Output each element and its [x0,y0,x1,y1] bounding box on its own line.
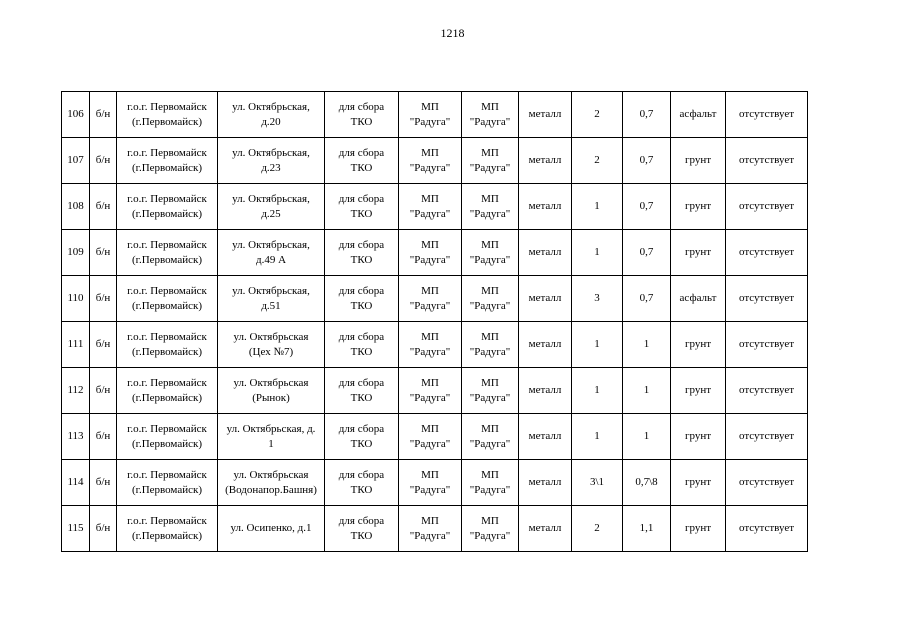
cell-material: металл [519,184,572,230]
cell-municipality [117,276,218,322]
cell-operator-line: МП [481,284,499,297]
cell-operator [462,460,519,506]
cell-purpose-line: для сбора [338,284,385,297]
cell-surface: грунт [671,414,726,460]
cell-owner-line: "Радуга" [409,483,451,496]
cell-municipality [117,138,218,184]
cell-operator [462,92,519,138]
cell-municipality-line: (г.Первомайск) [132,391,202,404]
cell-purpose-line: для сбора [338,100,385,113]
cell-address [218,322,325,368]
cell-operator-line: "Радуга" [469,207,511,220]
cell-municipality-line: (г.Первомайск) [132,253,202,266]
cell-fence: отсутствует [726,322,808,368]
cell-owner-line: МП [421,192,439,205]
cell-address-line: д.51 [261,299,281,312]
cell-address [218,138,325,184]
cell-operator-line: МП [481,146,499,159]
cell-count: 2 [572,138,623,184]
cell-material: металл [519,368,572,414]
cell-count: 3\1 [572,460,623,506]
cell-owner [399,368,462,414]
cell-municipality-line: (г.Первомайск) [132,299,202,312]
cell-municipality-line: (г.Первомайск) [132,529,202,542]
table-row [62,506,808,552]
cell-number: 111 [62,322,90,368]
cell-volume: 0,7 [623,230,671,276]
cell-surface: грунт [671,460,726,506]
table-row [62,460,808,506]
cell-number: 107 [62,138,90,184]
cell-fence: отсутствует [726,414,808,460]
cell-address-line: ул. Октябрьская, д. [226,422,316,435]
cell-bn: б/н [90,184,117,230]
cell-purpose-line: ТКО [350,391,373,404]
cell-material: металл [519,230,572,276]
cell-number: 109 [62,230,90,276]
cell-purpose [325,276,399,322]
cell-municipality-line: (г.Первомайск) [132,345,202,358]
cell-fence: отсутствует [726,92,808,138]
cell-volume: 1 [623,414,671,460]
cell-municipality [117,92,218,138]
cell-material: металл [519,460,572,506]
cell-purpose [325,460,399,506]
cell-purpose-line: для сбора [338,330,385,343]
cell-count: 2 [572,92,623,138]
table-body [62,92,808,552]
cell-bn: б/н [90,368,117,414]
cell-material: металл [519,92,572,138]
cell-municipality [117,506,218,552]
cell-operator [462,322,519,368]
cell-purpose [325,414,399,460]
cell-address [218,230,325,276]
cell-purpose [325,230,399,276]
cell-purpose [325,138,399,184]
cell-volume: 0,7 [623,276,671,322]
cell-material: металл [519,322,572,368]
cell-municipality-line: г.о.г. Первомайск [127,146,207,159]
cell-surface: грунт [671,184,726,230]
cell-owner [399,414,462,460]
cell-purpose [325,322,399,368]
cell-fence: отсутствует [726,230,808,276]
cell-operator-line: "Радуга" [469,529,511,542]
cell-purpose-line: ТКО [350,437,373,450]
cell-operator-line: "Радуга" [469,437,511,450]
cell-count: 1 [572,184,623,230]
cell-operator [462,414,519,460]
cell-purpose-line: ТКО [350,253,373,266]
cell-operator [462,506,519,552]
cell-purpose-line: для сбора [338,192,385,205]
cell-surface: грунт [671,368,726,414]
cell-number: 108 [62,184,90,230]
table-row [62,414,808,460]
cell-operator-line: МП [481,192,499,205]
cell-purpose-line: ТКО [350,207,373,220]
cell-surface: асфальт [671,276,726,322]
cell-bn: б/н [90,414,117,460]
cell-purpose [325,368,399,414]
cell-address-line: д.23 [261,161,281,174]
cell-owner-line: МП [421,468,439,481]
cell-count: 1 [572,322,623,368]
table-row [62,230,808,276]
cell-fence: отсутствует [726,460,808,506]
cell-operator-line: МП [481,330,499,343]
cell-municipality [117,230,218,276]
registry-table [61,91,808,552]
cell-owner [399,460,462,506]
cell-operator-line: "Радуга" [469,253,511,266]
cell-owner [399,506,462,552]
cell-purpose-line: ТКО [350,483,373,496]
cell-operator-line: "Радуга" [469,299,511,312]
cell-address [218,506,325,552]
cell-address-line: д.20 [261,115,281,128]
cell-owner-line: МП [421,376,439,389]
cell-bn: б/н [90,506,117,552]
cell-count: 3 [572,276,623,322]
cell-address [218,184,325,230]
cell-address-line: 1 [268,437,274,450]
cell-purpose [325,184,399,230]
cell-municipality-line: г.о.г. Первомайск [127,514,207,527]
cell-owner-line: МП [421,146,439,159]
cell-address-line: ул. Октябрьская [233,468,309,481]
cell-operator [462,368,519,414]
cell-fence: отсутствует [726,276,808,322]
cell-address-line: ул. Октябрьская, [232,192,310,205]
cell-fence: отсутствует [726,368,808,414]
cell-address [218,414,325,460]
cell-fence: отсутствует [726,506,808,552]
cell-operator-line: "Радуга" [469,115,511,128]
cell-owner-line: "Радуга" [409,345,451,358]
table-row [62,184,808,230]
cell-volume: 0,7 [623,92,671,138]
cell-purpose-line: для сбора [338,238,385,251]
cell-municipality [117,368,218,414]
cell-owner [399,138,462,184]
cell-owner-line: МП [421,284,439,297]
cell-operator [462,230,519,276]
cell-material: металл [519,138,572,184]
cell-operator-line: МП [481,100,499,113]
cell-material: металл [519,414,572,460]
cell-bn: б/н [90,138,117,184]
cell-municipality-line: г.о.г. Первомайск [127,192,207,205]
cell-address [218,460,325,506]
table-row [62,92,808,138]
cell-purpose-line: для сбора [338,514,385,527]
cell-municipality [117,184,218,230]
cell-surface: грунт [671,230,726,276]
cell-address [218,368,325,414]
cell-count: 1 [572,414,623,460]
cell-purpose-line: для сбора [338,146,385,159]
cell-address-line: (Водонапор.Башня) [225,483,317,496]
cell-bn: б/н [90,230,117,276]
cell-address-line: ул. Октябрьская [233,330,309,343]
cell-owner-line: "Радуга" [409,207,451,220]
cell-owner [399,92,462,138]
cell-operator [462,138,519,184]
cell-address [218,276,325,322]
cell-count: 2 [572,506,623,552]
cell-municipality-line: г.о.г. Первомайск [127,376,207,389]
cell-number: 112 [62,368,90,414]
cell-address-line: ул. Октябрьская, [232,238,310,251]
cell-owner-line: "Радуга" [409,391,451,404]
cell-municipality-line: (г.Первомайск) [132,207,202,220]
cell-owner [399,322,462,368]
cell-count: 1 [572,230,623,276]
cell-owner-line: МП [421,238,439,251]
cell-purpose-line: ТКО [350,161,373,174]
cell-municipality-line: г.о.г. Первомайск [127,238,207,251]
cell-number: 106 [62,92,90,138]
cell-owner-line: "Радуга" [409,161,451,174]
cell-owner [399,230,462,276]
cell-purpose-line: для сбора [338,468,385,481]
cell-count: 1 [572,368,623,414]
table-row [62,368,808,414]
cell-number: 115 [62,506,90,552]
cell-material: металл [519,276,572,322]
cell-operator-line: МП [481,422,499,435]
cell-material: металл [519,506,572,552]
cell-bn: б/н [90,322,117,368]
cell-fence: отсутствует [726,184,808,230]
cell-bn: б/н [90,276,117,322]
cell-owner [399,184,462,230]
cell-municipality-line: г.о.г. Первомайск [127,330,207,343]
cell-address-line: ул. Осипенко, д.1 [230,522,312,534]
cell-surface: грунт [671,506,726,552]
cell-surface: асфальт [671,92,726,138]
cell-operator-line: МП [481,514,499,527]
cell-municipality [117,460,218,506]
cell-address-line: д.25 [261,207,281,220]
cell-owner-line: МП [421,514,439,527]
cell-bn: б/н [90,460,117,506]
cell-number: 113 [62,414,90,460]
cell-owner-line: МП [421,100,439,113]
cell-number: 114 [62,460,90,506]
table-row [62,276,808,322]
cell-owner-line: "Радуга" [409,529,451,542]
cell-municipality-line: г.о.г. Первомайск [127,422,207,435]
cell-owner-line: МП [421,330,439,343]
cell-purpose-line: ТКО [350,529,373,542]
cell-surface: грунт [671,138,726,184]
table-row [62,322,808,368]
cell-volume: 0,7\8 [623,460,671,506]
page-number: 1218 [440,26,465,40]
cell-operator-line: "Радуга" [469,483,511,496]
cell-volume: 1 [623,368,671,414]
cell-municipality-line: (г.Первомайск) [132,437,202,450]
cell-operator-line: "Радуга" [469,345,511,358]
cell-address-line: д.49 А [255,253,287,266]
cell-owner-line: "Радуга" [409,437,451,450]
cell-municipality [117,414,218,460]
cell-surface: грунт [671,322,726,368]
cell-address [218,92,325,138]
cell-owner-line: "Радуга" [409,299,451,312]
cell-purpose-line: для сбора [338,376,385,389]
cell-operator-line: "Радуга" [469,161,511,174]
cell-address-line: ул. Октябрьская, [232,284,310,297]
cell-volume: 1 [623,322,671,368]
cell-purpose-line: ТКО [350,345,373,358]
cell-municipality-line: (г.Первомайск) [132,115,202,128]
cell-municipality-line: (г.Первомайск) [132,161,202,174]
cell-address-line: ул. Октябрьская [233,376,309,389]
cell-purpose [325,506,399,552]
cell-bn: б/н [90,92,117,138]
cell-municipality-line: г.о.г. Первомайск [127,284,207,297]
cell-operator-line: "Радуга" [469,391,511,404]
cell-owner-line: "Радуга" [409,253,451,266]
cell-volume: 1,1 [623,506,671,552]
cell-address-line: (Рынок) [252,391,290,404]
cell-operator [462,184,519,230]
cell-operator-line: МП [481,468,499,481]
cell-volume: 0,7 [623,138,671,184]
cell-municipality-line: г.о.г. Первомайск [127,100,207,113]
cell-operator [462,276,519,322]
cell-fence: отсутствует [726,138,808,184]
cell-municipality-line: г.о.г. Первомайск [127,468,207,481]
table-row [62,138,808,184]
cell-address-line: ул. Октябрьская, [232,100,310,113]
cell-address-line: (Цех №7) [248,345,294,358]
cell-owner-line: МП [421,422,439,435]
cell-municipality [117,322,218,368]
cell-purpose [325,92,399,138]
cell-address-line: ул. Октябрьская, [232,146,310,159]
cell-owner-line: "Радуга" [409,115,451,128]
cell-number: 110 [62,276,90,322]
cell-owner [399,276,462,322]
cell-purpose-line: для сбора [338,422,385,435]
cell-purpose-line: ТКО [350,115,373,128]
cell-purpose-line: ТКО [350,299,373,312]
cell-operator-line: МП [481,238,499,251]
cell-volume: 0,7 [623,184,671,230]
cell-municipality-line: (г.Первомайск) [132,483,202,496]
cell-operator-line: МП [481,376,499,389]
